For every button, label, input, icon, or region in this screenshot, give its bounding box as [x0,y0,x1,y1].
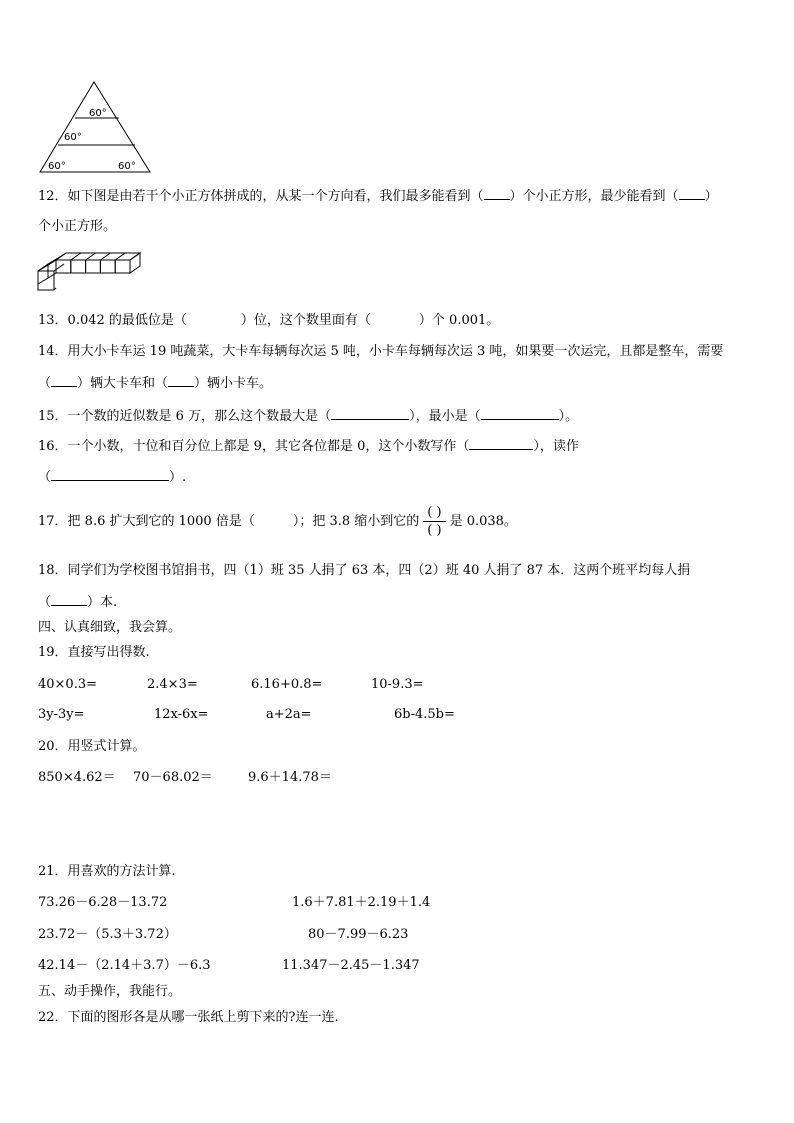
cube-end-front [38,271,54,290]
question-20-title: 20．用竖式计算。 [38,739,146,754]
q17-text-a: 17．把 8.6 扩大到它的 1000 倍是（ [38,514,255,529]
q21-item-3-2: 11.347－2.45－1.347 [282,958,420,973]
q19-item-2-2: 12x-6x= [154,707,209,722]
q14-blank-2[interactable] [168,375,194,387]
q17-text-b: ）；把 3.8 缩小到它的 [292,514,420,529]
q21-item-1-2: 1.6＋7.81＋2.19＋1.4 [292,895,431,910]
q14-text-c: ）辆小卡车。 [194,376,273,391]
q18-blank[interactable] [51,594,87,606]
q14-text-line1: 14．用大小卡车运 19 吨蔬菜，大卡车每辆每次运 5 吨，小卡车每辆每次运 3 吨，如果要一次运完，且都是整车，需要 [38,344,724,359]
q21-item-1-1: 73.26－6.28－13.72 [38,895,168,910]
q15-text-b: ），最小是（ [409,409,481,424]
q19-item-1-4: 10-9.3= [371,677,424,692]
q19-item-2-3: a+2a= [266,707,312,722]
question-12-line-2 [38,219,116,235]
q16-text-d: ）. [169,470,187,485]
q16-text-c: （ [38,470,52,485]
q19-item-2-1: 3y-3y= [38,707,85,722]
question-12-line-1 [38,188,718,205]
q16-text-b: ），读作 [533,439,579,454]
q12-text-line2: 个小正方形。 [38,219,117,234]
cube-front-5 [115,260,130,273]
cube-top-strip [56,253,140,260]
q12-blank-2[interactable] [679,188,705,200]
q17-fraction-blank[interactable] [423,504,445,539]
q17-fraction-denominator: ( ) [427,523,442,538]
q20-item-1: 850×4.62＝ [38,770,116,785]
q16-blank-1[interactable] [469,438,533,450]
q21-item-3-1: 42.14－（2.14＋3.7）－6.3 [38,958,211,973]
q13-text-a: 13．0.042 的最低位是（ [38,313,187,328]
q14-blank-1[interactable] [51,375,77,387]
q19-item-1-3: 6.16+0.8= [251,677,323,692]
question-19-title: 19．直接写出得数. [38,645,150,660]
question-14-line-2 [38,375,272,392]
question-22-title: 22．下面的图形各是从哪一张纸上剪下来的?连一连. [38,1010,339,1025]
q15-blank-2[interactable] [481,408,559,420]
question-16-line-1 [38,438,579,455]
q19-item-1-1: 40×0.3= [38,677,98,692]
q12-text-b: ）个小正方形，最少能看到（ [509,189,679,204]
angle-label-bottom-right: 60° [118,161,136,172]
triangle-figure [36,78,156,176]
q14-text-b: ）辆大卡车和（ [77,376,169,391]
q16-text-a: 16．一个小数，十位和百分位上都是 9，其它各位都是 0，这个小数写作（ [38,439,470,454]
q21-item-2-1: 23.72－（5.3＋3.72） [38,927,177,942]
q19-item-1-2: 2.4×3= [147,677,198,692]
q19-item-2-4: 6b-4.5b= [394,707,455,722]
q12-text-a: 12．如下图是由若干个小正方体拼成的，从某一个方向看，我们最多能看到（ [38,189,484,204]
q20-item-2: 70－68.02＝ [133,770,213,785]
triangle-outline [40,82,150,172]
q18-text-line1: 18．同学们为学校图书馆捐书，四（1）班 35 人捐了 63 本，四（2）班 40 人捐了 87 本．这两个班平均每人捐 [38,563,691,578]
cube-front-2 [71,260,86,273]
q14-text-a: （ [38,376,52,391]
q15-blank-1[interactable] [331,408,409,420]
question-13 [38,313,499,329]
section-5-heading: 五、动手操作，我能行。 [38,984,182,999]
question-17 [38,500,517,544]
q21-item-2-2: 80－7.99－6.23 [308,927,409,942]
angle-label-top: 60° [89,108,107,119]
question-14-line-1 [38,344,723,360]
question-16-line-2 [38,469,186,486]
cube-angled-top [38,253,66,271]
q17-fraction-numerator: ( ) [423,504,445,522]
cube-front-3 [86,260,101,273]
question-18-line-1 [38,563,690,579]
q20-item-3: 9.6＋14.78＝ [248,770,332,785]
question-18-line-2 [38,594,117,611]
angle-label-bottom-left: 60° [48,161,66,172]
question-15 [38,408,578,425]
cube-front-4 [100,260,115,273]
q12-text-c: ） [704,189,718,204]
q15-text-c: ）。 [558,409,579,424]
cube-front-1 [56,260,71,273]
q18-text-a: （ [38,595,52,610]
q12-blank-1[interactable] [484,188,510,200]
q16-blank-2[interactable] [51,469,169,481]
q18-text-b: ）本. [87,595,118,610]
q15-text-a: 15．一个数的近似数是 6 万，那么这个数最大是（ [38,409,332,424]
cube-right-side [130,253,140,273]
q13-text-c: ）个 0.001。 [418,313,500,328]
q17-text-c: 是 0.038。 [449,514,517,529]
angle-label-middle: 60° [64,132,82,143]
section-4-heading: 四、认真细致，我会算。 [38,620,182,635]
q13-text-b: ）位，这个数里面有（ [240,313,371,328]
cube-row-figure [36,250,144,294]
question-21-title: 21．用喜欢的方法计算. [38,864,176,879]
